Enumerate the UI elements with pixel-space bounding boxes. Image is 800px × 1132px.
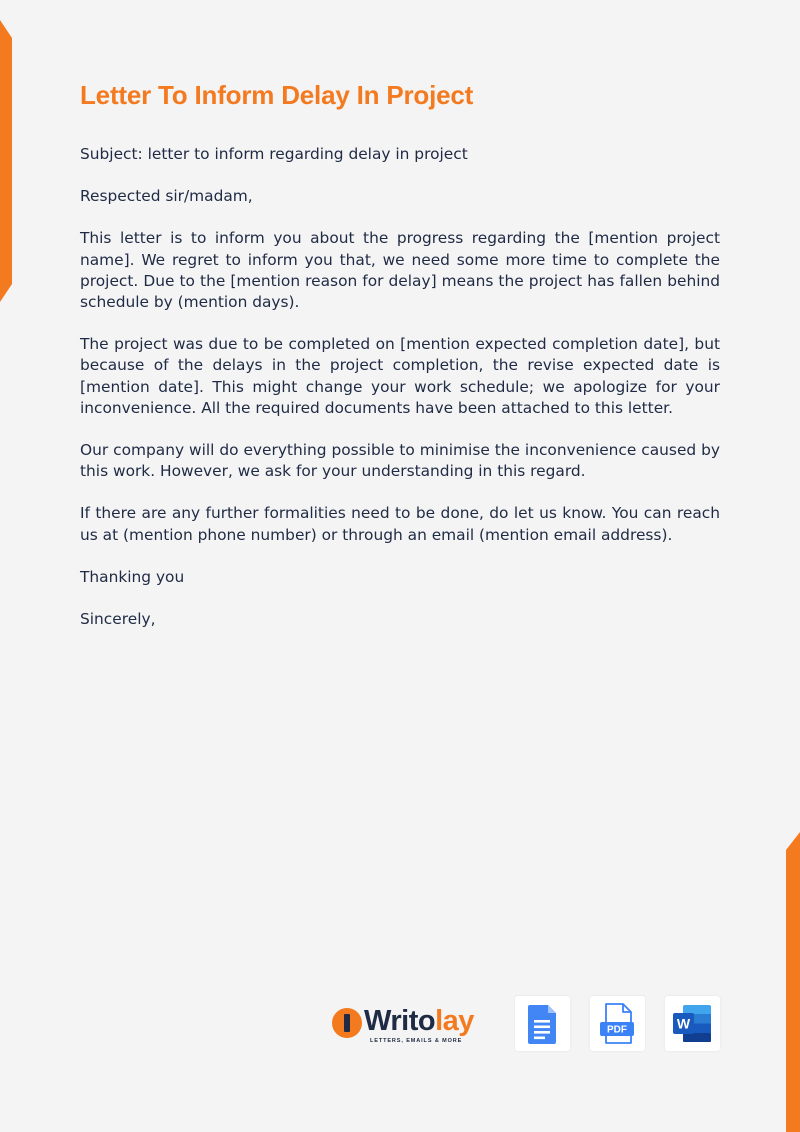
pdf-file-icon <box>590 996 645 1051</box>
letter-salutation: Respected sir/madam, <box>80 187 253 206</box>
google-docs-download[interactable] <box>515 996 570 1051</box>
letter-paragraph: The project was due to be completed on [mention expected completion date], but because of the delays in the project completion, the revise expected date is [mention date]. This might change your work schedule; we apologize for your inconvenience. All the required documents have been attached to this letter. <box>80 335 720 417</box>
pdf-label: PDF <box>607 1024 627 1036</box>
google-docs-icon <box>515 996 570 1051</box>
brand-logo[interactable] <box>332 1006 490 1046</box>
microsoft-word-icon <box>665 996 720 1051</box>
brand-tagline: LETTERS, EMAILS & MORE <box>370 1038 463 1044</box>
word-download[interactable] <box>665 996 720 1051</box>
right-accent-bar <box>786 832 800 1132</box>
brand-name: Writolay <box>364 1005 474 1037</box>
letter-closing-sign: Sincerely, <box>80 610 156 629</box>
pdf-download[interactable] <box>590 996 645 1051</box>
letter-title: Letter To Inform Delay In Project <box>80 80 474 110</box>
footer <box>332 996 720 1052</box>
letter-paragraph: If there are any further formalities need to be done, do let us know. You can reach us at (mention phone number) or through an email (mention email address). <box>80 504 720 544</box>
letter-paragraph: Our company will do everything possible to minimise the inconvenience caused by this work. However, we ask for your understanding in this regard. <box>80 441 720 481</box>
letter-body <box>80 144 720 630</box>
letter-closing-thanks: Thanking you <box>80 567 185 586</box>
left-accent-bar <box>0 20 12 302</box>
pencil-logo-icon <box>332 1008 362 1038</box>
word-label: W <box>676 1015 691 1032</box>
letter-subject: Subject: letter to inform regarding delay in project <box>80 145 468 163</box>
letter-paragraph: This letter is to inform you about the progress regarding the [mention project name]. We regret to inform you that, we need some more time to complete the project. Due to the [mention reason for delay] means the project has fallen behind schedule by (mention days). <box>80 229 720 312</box>
